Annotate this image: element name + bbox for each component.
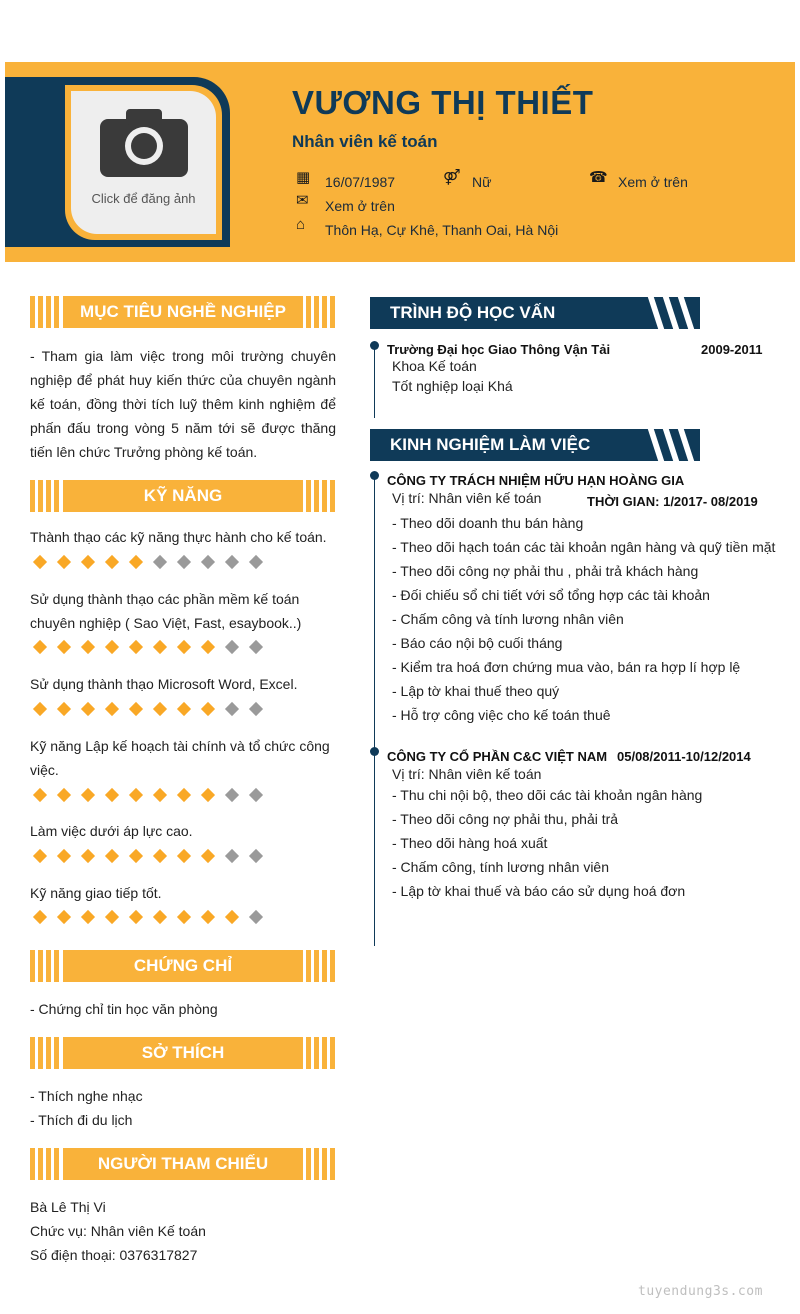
- rating-diamond-filled: [153, 640, 167, 654]
- rating-diamond-filled: [153, 702, 167, 716]
- job-task: - Đối chiếu sổ chi tiết với sổ tổng hợp các tài khoản: [392, 587, 710, 603]
- skill-rating: [32, 847, 272, 865]
- skill-label: Thành thạo các kỹ năng thực hành cho kế toán.: [30, 529, 327, 545]
- job-task: - Báo cáo nội bộ cuối tháng: [392, 635, 563, 651]
- skill-rating: [32, 553, 272, 571]
- certificates-section-header: CHỨNG CHỈ: [30, 950, 336, 982]
- rating-diamond-filled: [177, 640, 191, 654]
- rating-diamond-filled: [201, 640, 215, 654]
- timeline-dot: [370, 471, 379, 480]
- rating-diamond-filled: [225, 910, 239, 924]
- job-task: - Theo dõi công nợ phải thu, phải trả: [392, 811, 619, 827]
- education-section-header: TRÌNH ĐỘ HỌC VẤN: [370, 297, 700, 329]
- job-position: Vị trí: Nhân viên kế toán: [392, 490, 542, 506]
- rating-diamond-filled: [153, 788, 167, 802]
- rating-diamond-empty: [177, 555, 191, 569]
- email: Xem ở trên: [325, 198, 395, 214]
- rating-diamond-filled: [105, 640, 119, 654]
- skill-label: Làm việc dưới áp lực cao.: [30, 823, 193, 839]
- hobby-item: - Thích nghe nhạc: [30, 1088, 143, 1104]
- references-section-header: NGƯỜI THAM CHIẾU: [30, 1148, 336, 1180]
- candidate-name: VƯƠNG THỊ THIẾT: [292, 84, 594, 121]
- skill-rating: [32, 908, 272, 926]
- rating-diamond-filled: [201, 849, 215, 863]
- rating-diamond-filled: [129, 702, 143, 716]
- rating-diamond-empty: [201, 555, 215, 569]
- hobby-item: - Thích đi du lịch: [30, 1112, 133, 1128]
- rating-diamond-filled: [129, 640, 143, 654]
- graduation-result: Tốt nghiệp loại Khá: [392, 378, 513, 394]
- company-name: CÔNG TY CỔ PHẦN C&C VIỆT NAM: [387, 749, 608, 764]
- skills-section-header: KỸ NĂNG: [30, 480, 336, 512]
- timeline-dot: [370, 341, 379, 350]
- rating-diamond-filled: [33, 910, 47, 924]
- rating-diamond-filled: [57, 640, 71, 654]
- rating-diamond-filled: [57, 849, 71, 863]
- address: Thôn Hạ, Cự Khê, Thanh Oai, Hà Nội: [325, 222, 559, 238]
- rating-diamond-filled: [105, 788, 119, 802]
- faculty: Khoa Kế toán: [392, 358, 477, 374]
- phone: Xem ở trên: [618, 174, 688, 190]
- skill-label: Kỹ năng giao tiếp tốt.: [30, 885, 162, 901]
- rating-diamond-empty: [249, 849, 263, 863]
- gender-icon: ⚤: [443, 169, 461, 186]
- calendar-icon: ▦: [296, 169, 311, 186]
- education-timeline: [374, 344, 375, 418]
- photo-upload[interactable]: [71, 91, 216, 234]
- rating-diamond-empty: [225, 640, 239, 654]
- photo-caption[interactable]: Click để đăng ảnh: [91, 191, 196, 206]
- rating-diamond-filled: [33, 849, 47, 863]
- job-task: - Theo dõi hạch toán các tài khoản ngân hàng và quỹ tiền mặt: [392, 539, 776, 555]
- phone-icon: ☎: [589, 169, 608, 186]
- skill-label: Sử dụng thành thạo Microsoft Word, Excel.: [30, 676, 298, 692]
- job-period: THỜI GIAN: 1/2017- 08/2019: [587, 494, 758, 509]
- job-task: - Lập tờ khai thuế theo quý: [392, 683, 560, 699]
- rating-diamond-empty: [225, 702, 239, 716]
- job-position: Vị trí: Nhân viên kế toán: [392, 766, 542, 782]
- rating-diamond-filled: [81, 788, 95, 802]
- email-icon: ✉: [296, 192, 309, 209]
- company-name: CÔNG TY TRÁCH NHIỆM HỮU HẠN HOÀNG GIA: [387, 473, 685, 488]
- rating-diamond-filled: [129, 910, 143, 924]
- education-years: 2009-2011: [701, 342, 763, 357]
- rating-diamond-filled: [201, 702, 215, 716]
- timeline-dot: [370, 747, 379, 756]
- home-icon: ⌂: [296, 216, 306, 233]
- rating-diamond-filled: [81, 640, 95, 654]
- job-task: - Chấm công, tính lương nhân viên: [392, 859, 610, 875]
- rating-diamond-filled: [129, 555, 143, 569]
- rating-diamond-filled: [153, 849, 167, 863]
- rating-diamond-filled: [81, 702, 95, 716]
- rating-diamond-filled: [81, 849, 95, 863]
- rating-diamond-filled: [33, 555, 47, 569]
- certificate-item: - Chứng chỉ tin học văn phòng: [30, 1001, 218, 1017]
- skill-rating: [32, 638, 272, 656]
- job-task: - Theo dõi công nợ phải thu , phải trả khách hàng: [392, 563, 699, 579]
- rating-diamond-filled: [57, 788, 71, 802]
- rating-diamond-filled: [105, 849, 119, 863]
- rating-diamond-filled: [57, 555, 71, 569]
- job-task: - Theo dõi hàng hoá xuất: [392, 835, 548, 851]
- skill-rating: [32, 700, 272, 718]
- objective-section-header: MỤC TIÊU NGHỀ NGHIỆP: [30, 296, 336, 328]
- rating-diamond-filled: [57, 702, 71, 716]
- rating-diamond-filled: [105, 910, 119, 924]
- job-task: - Lập tờ khai thuế và báo cáo sử dụng hoá đơn: [392, 883, 686, 899]
- job-task: - Kiểm tra hoá đơn chứng mua vào, bán ra hợp lí hợp lệ: [392, 659, 741, 675]
- rating-diamond-empty: [153, 555, 167, 569]
- rating-diamond-empty: [249, 910, 263, 924]
- hobbies-section-header: SỞ THÍCH: [30, 1037, 336, 1069]
- rating-diamond-filled: [129, 849, 143, 863]
- rating-diamond-filled: [177, 910, 191, 924]
- experience-section-header: KINH NGHIỆM LÀM VIỆC: [370, 429, 700, 461]
- rating-diamond-filled: [81, 910, 95, 924]
- rating-diamond-filled: [33, 702, 47, 716]
- rating-diamond-filled: [105, 702, 119, 716]
- skill-label: Sử dụng thành thạo các phần mềm kế toán chuyên nghiệp ( Sao Việt, Fast, esaybook..): [30, 591, 302, 631]
- rating-diamond-empty: [225, 849, 239, 863]
- rating-diamond-empty: [249, 555, 263, 569]
- rating-diamond-filled: [177, 849, 191, 863]
- rating-diamond-empty: [249, 702, 263, 716]
- rating-diamond-filled: [201, 910, 215, 924]
- school-name: Trường Đại học Giao Thông Vận Tải: [387, 342, 611, 357]
- rating-diamond-empty: [249, 640, 263, 654]
- job-task: - Chấm công và tính lương nhân viên: [392, 611, 624, 627]
- rating-diamond-filled: [129, 788, 143, 802]
- rating-diamond-filled: [81, 555, 95, 569]
- job-period: 05/08/2011-10/12/2014: [617, 749, 751, 764]
- rating-diamond-empty: [249, 788, 263, 802]
- reference-position: Chức vụ: Nhân viên Kế toán: [30, 1223, 206, 1239]
- job-task: - Thu chi nội bộ, theo dõi các tài khoản ngân hàng: [392, 787, 703, 803]
- camera-icon: [100, 109, 188, 177]
- job-task: - Theo dõi doanh thu bán hàng: [392, 515, 584, 531]
- experience-timeline: [374, 476, 375, 946]
- rating-diamond-filled: [153, 910, 167, 924]
- job-title: Nhân viên kế toán: [292, 132, 438, 151]
- skill-rating: [32, 786, 272, 804]
- objective-text: - Tham gia làm việc trong môi trường chuyên nghiệp để phát huy kiến thức của chuyên ngành kế toán, đồng thời tích luỹ thêm kinh nghiệm để phấn đấu trong vòng 5 năm tới sẽ được thăng tiến lên chức Trưởng phòng kế toán.: [30, 348, 336, 460]
- rating-diamond-filled: [33, 788, 47, 802]
- job-task: - Hỗ trợ công việc cho kế toán thuê: [392, 707, 611, 723]
- rating-diamond-filled: [177, 788, 191, 802]
- rating-diamond-empty: [225, 555, 239, 569]
- skill-label: Kỹ năng Lập kế hoạch tài chính và tổ chức công việc.: [30, 738, 330, 778]
- birthday: 16/07/1987: [325, 174, 396, 190]
- rating-diamond-filled: [105, 555, 119, 569]
- rating-diamond-filled: [201, 788, 215, 802]
- rating-diamond-filled: [177, 702, 191, 716]
- gender: Nữ: [472, 174, 492, 190]
- reference-phone: Số điện thoại: 0376317827: [30, 1247, 198, 1263]
- reference-name: Bà Lê Thị Vi: [30, 1199, 106, 1215]
- footer-watermark[interactable]: tuyendung3s.com: [638, 1284, 763, 1299]
- rating-diamond-filled: [33, 640, 47, 654]
- rating-diamond-filled: [57, 910, 71, 924]
- rating-diamond-empty: [225, 788, 239, 802]
